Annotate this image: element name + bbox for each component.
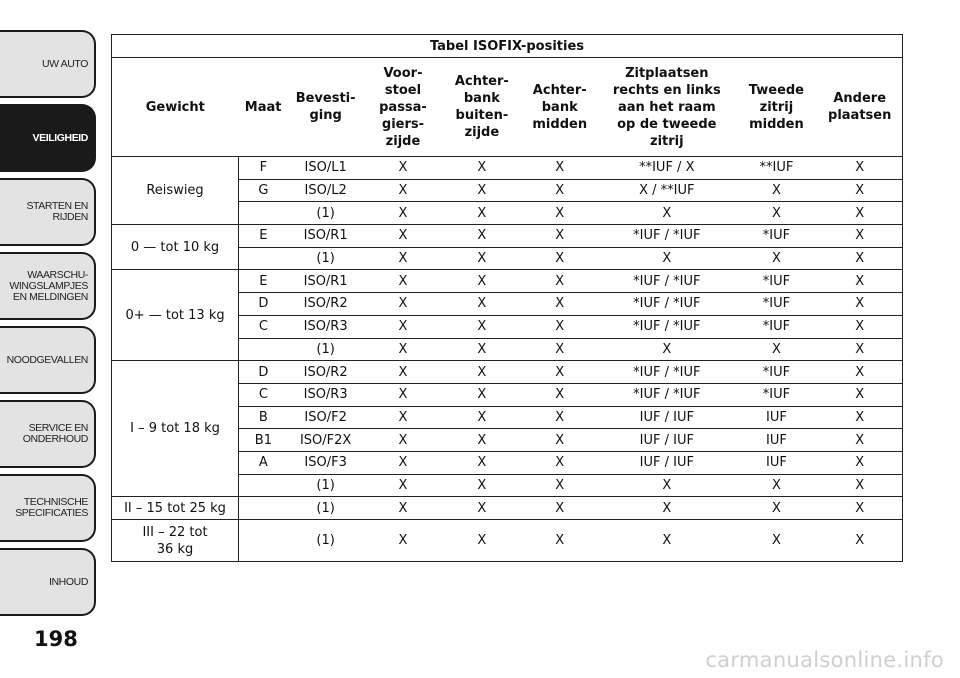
table-cell: (1) bbox=[288, 474, 364, 497]
table-cell: *IUF bbox=[735, 361, 817, 384]
table-cell: *IUF bbox=[735, 225, 817, 248]
weight-class-cell: 0+ — tot 13 kg bbox=[112, 270, 239, 361]
table-row bbox=[112, 225, 903, 248]
table-cell: *IUF bbox=[735, 270, 817, 293]
table-cell: D bbox=[239, 293, 288, 316]
table-cell: **IUF / X bbox=[598, 157, 735, 180]
table-row bbox=[112, 270, 903, 293]
table-cell: X bbox=[817, 202, 902, 225]
table-cell: X bbox=[442, 225, 521, 248]
page-number: 198 bbox=[34, 627, 78, 651]
table-cell: X bbox=[364, 520, 443, 562]
table-cell: IUF bbox=[735, 451, 817, 474]
table-cell: X bbox=[442, 520, 521, 562]
table-cell: X bbox=[521, 225, 598, 248]
table-cell: IUF / IUF bbox=[598, 429, 735, 452]
table-cell: IUF bbox=[735, 406, 817, 429]
table-cell: X bbox=[817, 429, 902, 452]
table-cell: X bbox=[364, 315, 443, 338]
table-cell: ISO/R3 bbox=[288, 383, 364, 406]
column-header: Bevesti- ging bbox=[288, 58, 364, 157]
table-cell: X bbox=[817, 361, 902, 384]
table-cell: ISO/F3 bbox=[288, 451, 364, 474]
table-cell: X bbox=[442, 474, 521, 497]
table-cell: **IUF bbox=[735, 157, 817, 180]
table-cell: X bbox=[364, 383, 443, 406]
tab-uw-auto[interactable]: UW AUTO bbox=[0, 30, 96, 98]
table-cell: C bbox=[239, 315, 288, 338]
table-cell: X bbox=[442, 157, 521, 180]
tab-service-en-onderhoud[interactable]: SERVICE EN ONDERHOUD bbox=[0, 400, 96, 468]
table-cell: X bbox=[521, 406, 598, 429]
table-cell: X bbox=[817, 451, 902, 474]
table-cell: X bbox=[735, 497, 817, 520]
table-cell: X bbox=[521, 202, 598, 225]
table-cell: X bbox=[442, 451, 521, 474]
table-row bbox=[112, 361, 903, 384]
table-cell: X bbox=[817, 225, 902, 248]
table-cell bbox=[239, 474, 288, 497]
table-cell: X bbox=[521, 520, 598, 562]
column-header: Achter- bank buiten- zijde bbox=[442, 58, 521, 157]
table-cell: A bbox=[239, 451, 288, 474]
table-cell: (1) bbox=[288, 497, 364, 520]
table-cell: G bbox=[239, 179, 288, 202]
table-cell: X bbox=[521, 179, 598, 202]
table-cell: X bbox=[521, 383, 598, 406]
tab-starten-en-rijden[interactable]: STARTEN EN RIJDEN bbox=[0, 178, 96, 246]
table-cell: X bbox=[598, 520, 735, 562]
table-cell bbox=[239, 202, 288, 225]
tab-technische-specificaties[interactable]: TECHNISCHE SPECIFICATIES bbox=[0, 474, 96, 542]
table-cell: X bbox=[364, 157, 443, 180]
table-cell: X bbox=[817, 474, 902, 497]
table-cell bbox=[239, 338, 288, 361]
table-cell: X bbox=[598, 247, 735, 270]
table-cell: X bbox=[364, 202, 443, 225]
table-cell: X bbox=[364, 293, 443, 316]
table-cell: *IUF / *IUF bbox=[598, 225, 735, 248]
weight-class-cell: III – 22 tot 36 kg bbox=[112, 520, 239, 562]
table-cell: ISO/R2 bbox=[288, 293, 364, 316]
table-cell: X bbox=[521, 157, 598, 180]
table-cell: ISO/F2X bbox=[288, 429, 364, 452]
table-cell: X bbox=[364, 451, 443, 474]
column-header: Maat bbox=[239, 58, 288, 157]
table-cell: E bbox=[239, 225, 288, 248]
table-cell: X bbox=[521, 451, 598, 474]
table-cell: IUF / IUF bbox=[598, 451, 735, 474]
table-cell: X bbox=[817, 293, 902, 316]
table-cell: X bbox=[735, 179, 817, 202]
table-cell: X bbox=[442, 497, 521, 520]
table-cell: X bbox=[817, 179, 902, 202]
table-cell: X bbox=[442, 270, 521, 293]
table-cell: X bbox=[735, 474, 817, 497]
table-cell: X bbox=[364, 225, 443, 248]
table-cell: *IUF / *IUF bbox=[598, 361, 735, 384]
table-cell: ISO/R3 bbox=[288, 315, 364, 338]
table-cell: ISO/L1 bbox=[288, 157, 364, 180]
tab-noodgevallen[interactable]: NOODGEVALLEN bbox=[0, 326, 96, 394]
table-cell: X bbox=[364, 179, 443, 202]
table-cell: X bbox=[364, 497, 443, 520]
table-cell: X bbox=[735, 247, 817, 270]
column-header: Andere plaatsen bbox=[817, 58, 902, 157]
table-cell: X bbox=[364, 247, 443, 270]
table-cell: X bbox=[364, 270, 443, 293]
table-cell: B bbox=[239, 406, 288, 429]
table-cell: X bbox=[521, 338, 598, 361]
table-cell: ISO/R1 bbox=[288, 225, 364, 248]
table-cell: *IUF / *IUF bbox=[598, 293, 735, 316]
table-cell bbox=[239, 247, 288, 270]
table-cell: X bbox=[442, 179, 521, 202]
table-row bbox=[112, 157, 903, 180]
table-cell: X bbox=[817, 315, 902, 338]
table-cell: *IUF / *IUF bbox=[598, 270, 735, 293]
table-cell: X bbox=[817, 497, 902, 520]
table-cell: X bbox=[521, 361, 598, 384]
table-cell: *IUF / *IUF bbox=[598, 383, 735, 406]
watermark: carmanualsonline.info bbox=[705, 648, 944, 672]
table-cell: X bbox=[817, 406, 902, 429]
table-cell: X bbox=[598, 474, 735, 497]
table-cell: X bbox=[521, 429, 598, 452]
table-cell: X bbox=[442, 202, 521, 225]
table-cell: X bbox=[442, 383, 521, 406]
table-cell: X bbox=[442, 247, 521, 270]
table-cell: ISO/F2 bbox=[288, 406, 364, 429]
table-cell: *IUF bbox=[735, 293, 817, 316]
table-cell: X bbox=[521, 474, 598, 497]
table-cell: X bbox=[817, 338, 902, 361]
table-cell: X bbox=[817, 520, 902, 562]
table-cell: X bbox=[817, 157, 902, 180]
table-cell: *IUF bbox=[735, 315, 817, 338]
table-cell: C bbox=[239, 383, 288, 406]
table-cell: ISO/R1 bbox=[288, 270, 364, 293]
table-cell: X bbox=[521, 270, 598, 293]
tab-waarschu-wingslampjes-en-meldingen[interactable]: WAARSCHU- WINGSLAMPJES EN MELDINGEN bbox=[0, 252, 96, 320]
table-cell: X bbox=[442, 406, 521, 429]
table-cell: X bbox=[817, 247, 902, 270]
table-cell: X bbox=[521, 315, 598, 338]
table-cell: X bbox=[364, 406, 443, 429]
table-cell: X bbox=[364, 429, 443, 452]
table-cell: X bbox=[598, 497, 735, 520]
table-cell: X bbox=[735, 338, 817, 361]
column-header: Zitplaatsen rechts en links aan het raam op de tweede zitrij bbox=[598, 58, 735, 157]
table-cell: *IUF bbox=[735, 383, 817, 406]
tab-veiligheid[interactable]: VEILIGHEID bbox=[0, 104, 96, 172]
table-cell: X bbox=[817, 383, 902, 406]
table-title: Tabel ISOFIX-posities bbox=[112, 35, 903, 58]
table-cell: X bbox=[442, 338, 521, 361]
table-cell: (1) bbox=[288, 520, 364, 562]
table-cell: X bbox=[735, 202, 817, 225]
table-cell: X bbox=[442, 361, 521, 384]
table-cell: X bbox=[442, 315, 521, 338]
table-cell: X bbox=[521, 293, 598, 316]
table-cell: X bbox=[364, 338, 443, 361]
column-header: Voor- stoel passa- giers- zijde bbox=[364, 58, 443, 157]
table-row bbox=[112, 520, 903, 562]
isofix-positions-table bbox=[111, 34, 903, 562]
tab-inhoud[interactable]: INHOUD bbox=[0, 548, 96, 616]
table-cell: (1) bbox=[288, 202, 364, 225]
table-cell: B1 bbox=[239, 429, 288, 452]
table-cell: X bbox=[817, 270, 902, 293]
table-cell: X bbox=[735, 520, 817, 562]
table-cell: E bbox=[239, 270, 288, 293]
table-cell: *IUF / *IUF bbox=[598, 315, 735, 338]
table-cell: F bbox=[239, 157, 288, 180]
table-cell: X bbox=[521, 247, 598, 270]
weight-class-cell: 0 — tot 10 kg bbox=[112, 225, 239, 270]
table-cell: X bbox=[521, 497, 598, 520]
table-cell: ISO/R2 bbox=[288, 361, 364, 384]
table-cell: X bbox=[442, 429, 521, 452]
table-cell: ISO/L2 bbox=[288, 179, 364, 202]
table-cell: IUF bbox=[735, 429, 817, 452]
table-cell: X bbox=[442, 293, 521, 316]
table-cell: X bbox=[598, 202, 735, 225]
table-cell: IUF / IUF bbox=[598, 406, 735, 429]
column-header: Achter- bank midden bbox=[521, 58, 598, 157]
table-row bbox=[112, 497, 903, 520]
table-cell: X bbox=[598, 338, 735, 361]
table-cell: X / **IUF bbox=[598, 179, 735, 202]
weight-class-cell: II – 15 tot 25 kg bbox=[112, 497, 239, 520]
table-cell: X bbox=[364, 474, 443, 497]
table-cell: D bbox=[239, 361, 288, 384]
column-header: Gewicht bbox=[112, 58, 239, 157]
table-cell bbox=[239, 497, 288, 520]
table-cell bbox=[239, 520, 288, 562]
table-cell: (1) bbox=[288, 247, 364, 270]
table-cell: X bbox=[364, 361, 443, 384]
weight-class-cell: I – 9 tot 18 kg bbox=[112, 361, 239, 497]
table-cell: (1) bbox=[288, 338, 364, 361]
column-header: Tweede zitrij midden bbox=[735, 58, 817, 157]
weight-class-cell: Reiswieg bbox=[112, 157, 239, 225]
